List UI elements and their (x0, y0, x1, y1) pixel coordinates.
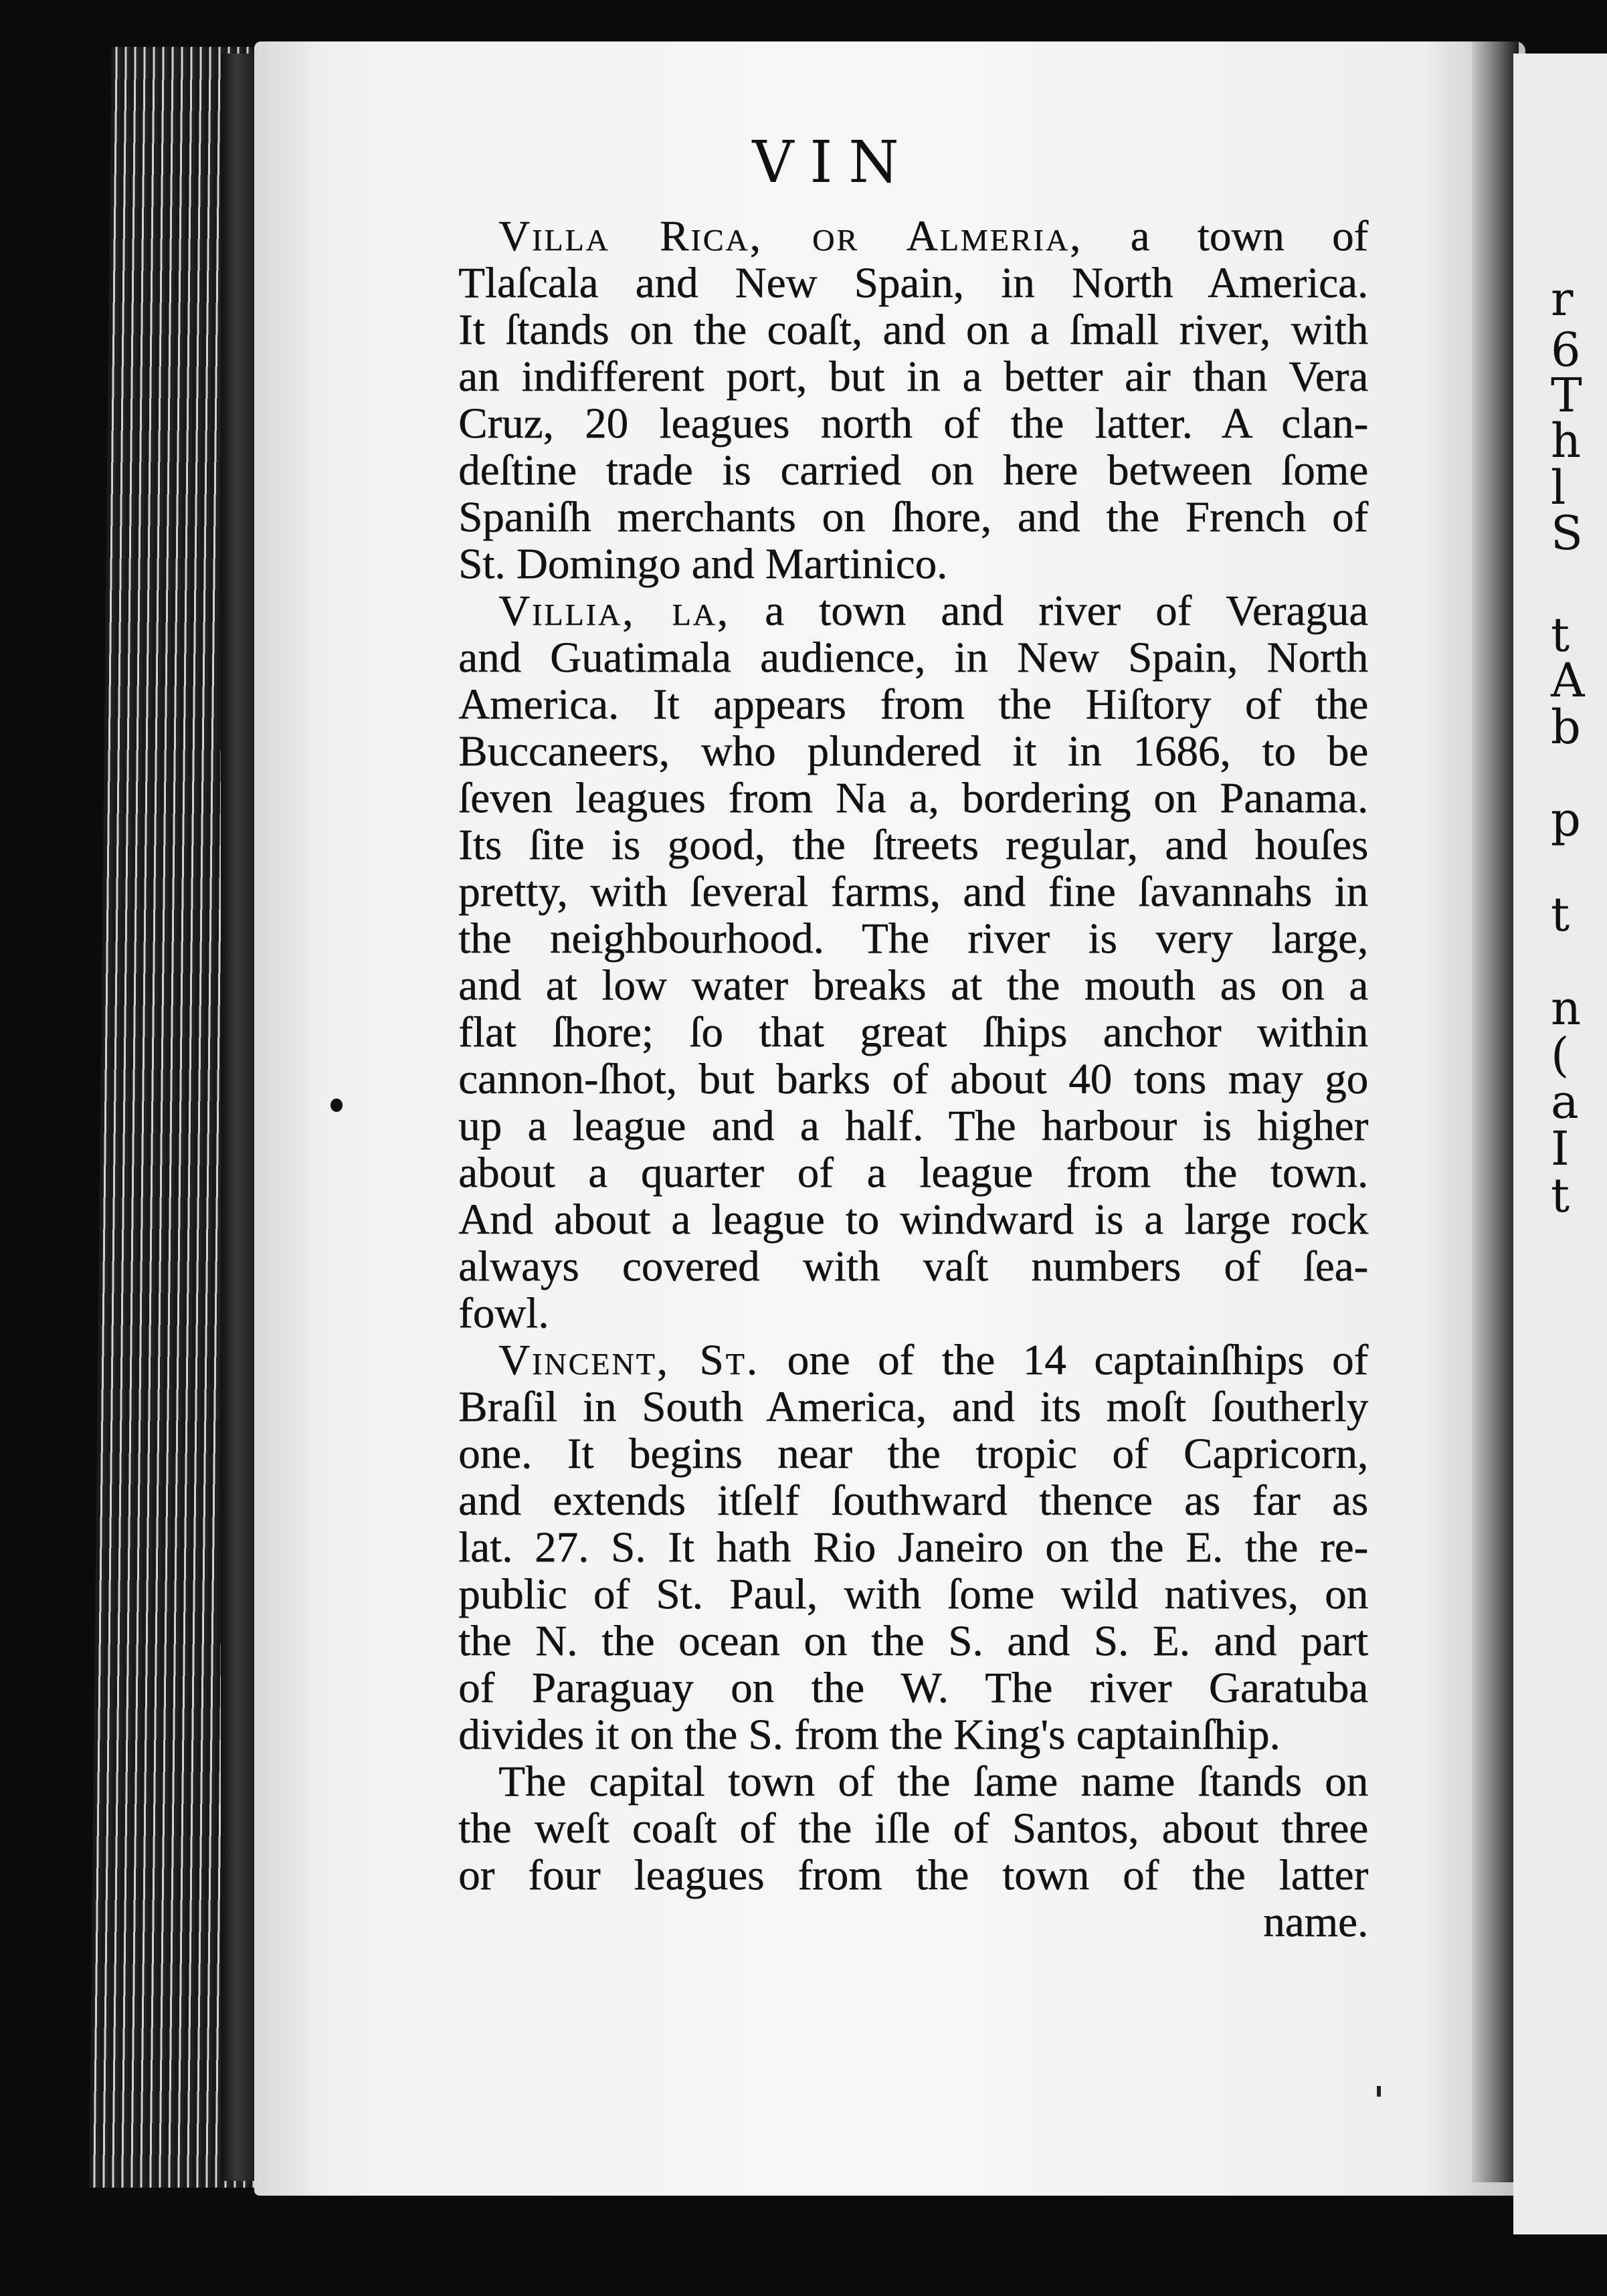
entry-text: a town of (1082, 212, 1369, 260)
facing-fragment: l (1551, 460, 1566, 515)
entry-text: one of the 14 captainſhips of (759, 1336, 1368, 1384)
entry-line: deſtine trade is carried on here between ſome (458, 446, 1368, 494)
facing-fragment: 6 (1551, 322, 1581, 377)
entry-line: lat. 27. S. It hath Rio Janeiro on the E. the re- (458, 1523, 1368, 1571)
entry-line: St. Domingo and Martinico. (458, 540, 948, 588)
entry-line: And about a league to windward is a large rock (458, 1195, 1368, 1244)
entry-headword: Villia, la, (498, 587, 730, 635)
running-head: VIN (752, 129, 915, 196)
entry-line: public of St. Paul, with ſome wild natives, on (458, 1570, 1368, 1618)
entry-line: and at low water breaks at the mouth as on a (458, 961, 1368, 1010)
entry-line: Cruz, 20 leagues north of the latter. A clan- (458, 399, 1368, 448)
entry-line: name. (1262, 1898, 1368, 1946)
entry-line (458, 213, 1368, 260)
entry-line: pretty, with ſeveral farms, and fine ſavannahs in (458, 868, 1368, 916)
entry-line: Its ſite is good, the ſtreets regular, and houſes (458, 821, 1368, 869)
entry-line: Braſil in South America, and its moſt ſoutherly (458, 1383, 1368, 1431)
entry-line: up a league and a half. The harbour is higher (458, 1102, 1368, 1150)
facing-fragment: S (1551, 506, 1583, 561)
entry-line: ſeven leagues from Na a, bordering on Panama. (458, 774, 1368, 822)
facing-fragment: T (1551, 368, 1582, 423)
entry-line: the neighbourhood. The river is very large, (458, 915, 1368, 963)
facing-fragment: t (1551, 1168, 1570, 1223)
entry-line: and extends itſelf ſouthward thence as far as (458, 1476, 1368, 1525)
entry-line: Tlaſcala and New Spain, in North America. (458, 259, 1368, 307)
facing-fragment: r (1551, 272, 1574, 326)
facing-fragment: t (1551, 607, 1570, 662)
entry-line: one. It begins near the tropic of Capricorn, (458, 1430, 1368, 1478)
entry-line (458, 1337, 1368, 1383)
entry-line: cannon-ſhot, but barks of about 40 tons may go (458, 1055, 1368, 1103)
facing-fragment: ( (1551, 1028, 1570, 1082)
entry-text: a town and river of Veragua (729, 587, 1368, 635)
entry-line: Spaniſh merchants on ſhore, and the French of (458, 493, 1368, 541)
entry-headword: Vincent, St. (498, 1336, 759, 1384)
ink-blot (330, 1098, 343, 1112)
entry-line: divides it on the S. from the King's captainſhip. (458, 1711, 1281, 1759)
entry-line: America. It appears from the Hiſtory of the (458, 680, 1368, 729)
facing-fragment: n (1551, 981, 1582, 1036)
entry-line (458, 587, 1368, 634)
entry-line: flat ſhore; ſo that great ſhips anchor within (458, 1008, 1368, 1056)
entry-line: about a quarter of a league from the town. (458, 1149, 1368, 1197)
ink-mark (1377, 2086, 1381, 2097)
entry-line: an indifferent port, but in a better air than Vera (458, 353, 1368, 401)
facing-fragment: h (1551, 413, 1582, 468)
facing-fragment: a (1551, 1074, 1579, 1129)
entry-line: the weſt coaſt of the iſle of Santos, about three (458, 1804, 1368, 1852)
entry-line: It ſtands on the coaſt, and on a ſmall river, with (458, 306, 1368, 354)
entry-line: the N. the ocean on the S. and S. E. and part (458, 1617, 1368, 1665)
entry-line: and Guatimala audience, in New Spain, North (458, 634, 1368, 682)
facing-fragment: p (1551, 792, 1581, 847)
entry-line: fowl. (458, 1289, 549, 1337)
entry-line: or four leagues from the town of the latter (458, 1851, 1368, 1899)
facing-fragment: A (1551, 653, 1585, 708)
entry-line: Buccaneers, who plundered it in 1686, to be (458, 727, 1368, 775)
page-body (458, 213, 1368, 1945)
facing-fragment: I (1551, 1121, 1570, 1176)
entry-line: always covered with vaſt numbers of ſea- (458, 1242, 1368, 1290)
facing-fragment: t (1551, 887, 1570, 942)
entry-headword: Villa Rica, or Almeria, (498, 212, 1083, 260)
entry-line: The capital town of the ſame name ſtands on (498, 1757, 1368, 1806)
entry-line: of Paraguay on the W. The river Garatuba (458, 1664, 1368, 1712)
book-gutter (1472, 41, 1519, 2182)
facing-fragment: b (1551, 700, 1581, 755)
